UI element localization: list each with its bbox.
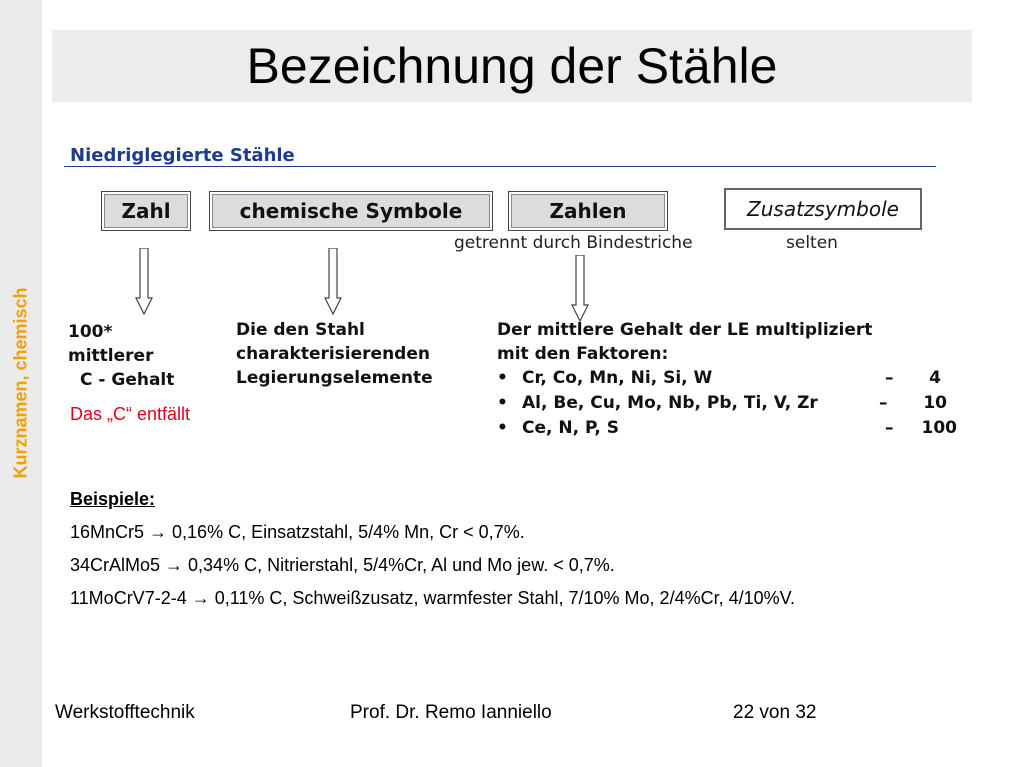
- col-zahlen-line: mit den Faktoren:: [497, 344, 669, 364]
- note-selten: selten: [786, 233, 838, 253]
- arrow-down-icon: [135, 248, 153, 316]
- factor-row: [497, 393, 967, 418]
- bullet: •: [497, 393, 508, 413]
- footer-course: Werkstofftechnik: [55, 702, 195, 723]
- red-note: Das „C“ entfällt: [70, 404, 191, 424]
- col-symbole-line: charakterisierenden: [236, 344, 430, 364]
- examples: [70, 483, 795, 615]
- factor-row: [497, 368, 967, 393]
- factor-list: [497, 368, 967, 443]
- factor-elements: Ce, N, P, S: [522, 418, 619, 438]
- note-bindestriche: getrennt durch Bindestriche: [454, 233, 693, 253]
- footer-author: Prof. Dr. Remo Ianniello: [350, 702, 552, 723]
- box-chemische-symbole: chemische Symbole: [209, 191, 493, 231]
- sidebar-label: Kurznamen, chemisch: [10, 287, 31, 479]
- factor-value: 100: [921, 418, 957, 438]
- col-zahl-line: C - Gehalt: [80, 370, 175, 390]
- factor-row: [497, 418, 967, 443]
- col-zahl-text: [68, 320, 174, 392]
- figure-heading: Niedriglegierte Stähle: [70, 145, 295, 166]
- col-zahl-line: mittlerer: [68, 346, 154, 366]
- bullet: •: [497, 418, 508, 438]
- col-symbole-line: Legierungselemente: [236, 368, 433, 388]
- factor-elements: Al, Be, Cu, Mo, Nb, Pb, Ti, V, Zr: [522, 393, 818, 413]
- example-item: 11MoCrV7-2-4 → 0,11% C, Schweißzusatz, warmfester Stahl, 7/10% Mo, 2/4%Cr, 4/10%V.: [70, 588, 795, 608]
- footer-page-number: 22 von 32: [733, 702, 817, 723]
- col-symbole-text: [236, 318, 433, 390]
- box-zahlen: Zahlen: [508, 191, 668, 231]
- factor-dash: –: [885, 418, 894, 438]
- factor-dash: –: [879, 393, 888, 413]
- col-zahl-line: 100*: [68, 322, 113, 342]
- factor-elements: Cr, Co, Mn, Ni, Si, W: [522, 368, 713, 388]
- heading-underline: [64, 166, 936, 167]
- box-zusatzsymbole: Zusatzsymbole: [724, 188, 922, 230]
- factor-dash: –: [885, 368, 894, 388]
- factor-value: 4: [929, 368, 941, 388]
- example-item: 34CrAlMo5 → 0,34% C, Nitrierstahl, 5/4%Cr, Al und Mo jew. < 0,7%.: [70, 555, 615, 575]
- col-symbole-line: Die den Stahl: [236, 320, 365, 340]
- slide-title: Bezeichnung der Stähle: [246, 38, 778, 94]
- box-zahl: Zahl: [101, 191, 191, 231]
- examples-heading: Beispiele:: [70, 489, 156, 509]
- title-bar: [52, 30, 972, 102]
- arrow-down-icon: [324, 248, 342, 316]
- col-zahlen-line: Der mittlere Gehalt der LE multipliziert: [497, 320, 873, 340]
- col-zahlen-text: [497, 318, 872, 366]
- example-item: 16MnCr5 → 0,16% C, Einsatzstahl, 5/4% Mn, Cr < 0,7%.: [70, 522, 525, 542]
- bullet: •: [497, 368, 508, 388]
- arrow-down-icon: [571, 255, 589, 323]
- factor-value: 10: [923, 393, 947, 413]
- sidebar: [0, 0, 42, 767]
